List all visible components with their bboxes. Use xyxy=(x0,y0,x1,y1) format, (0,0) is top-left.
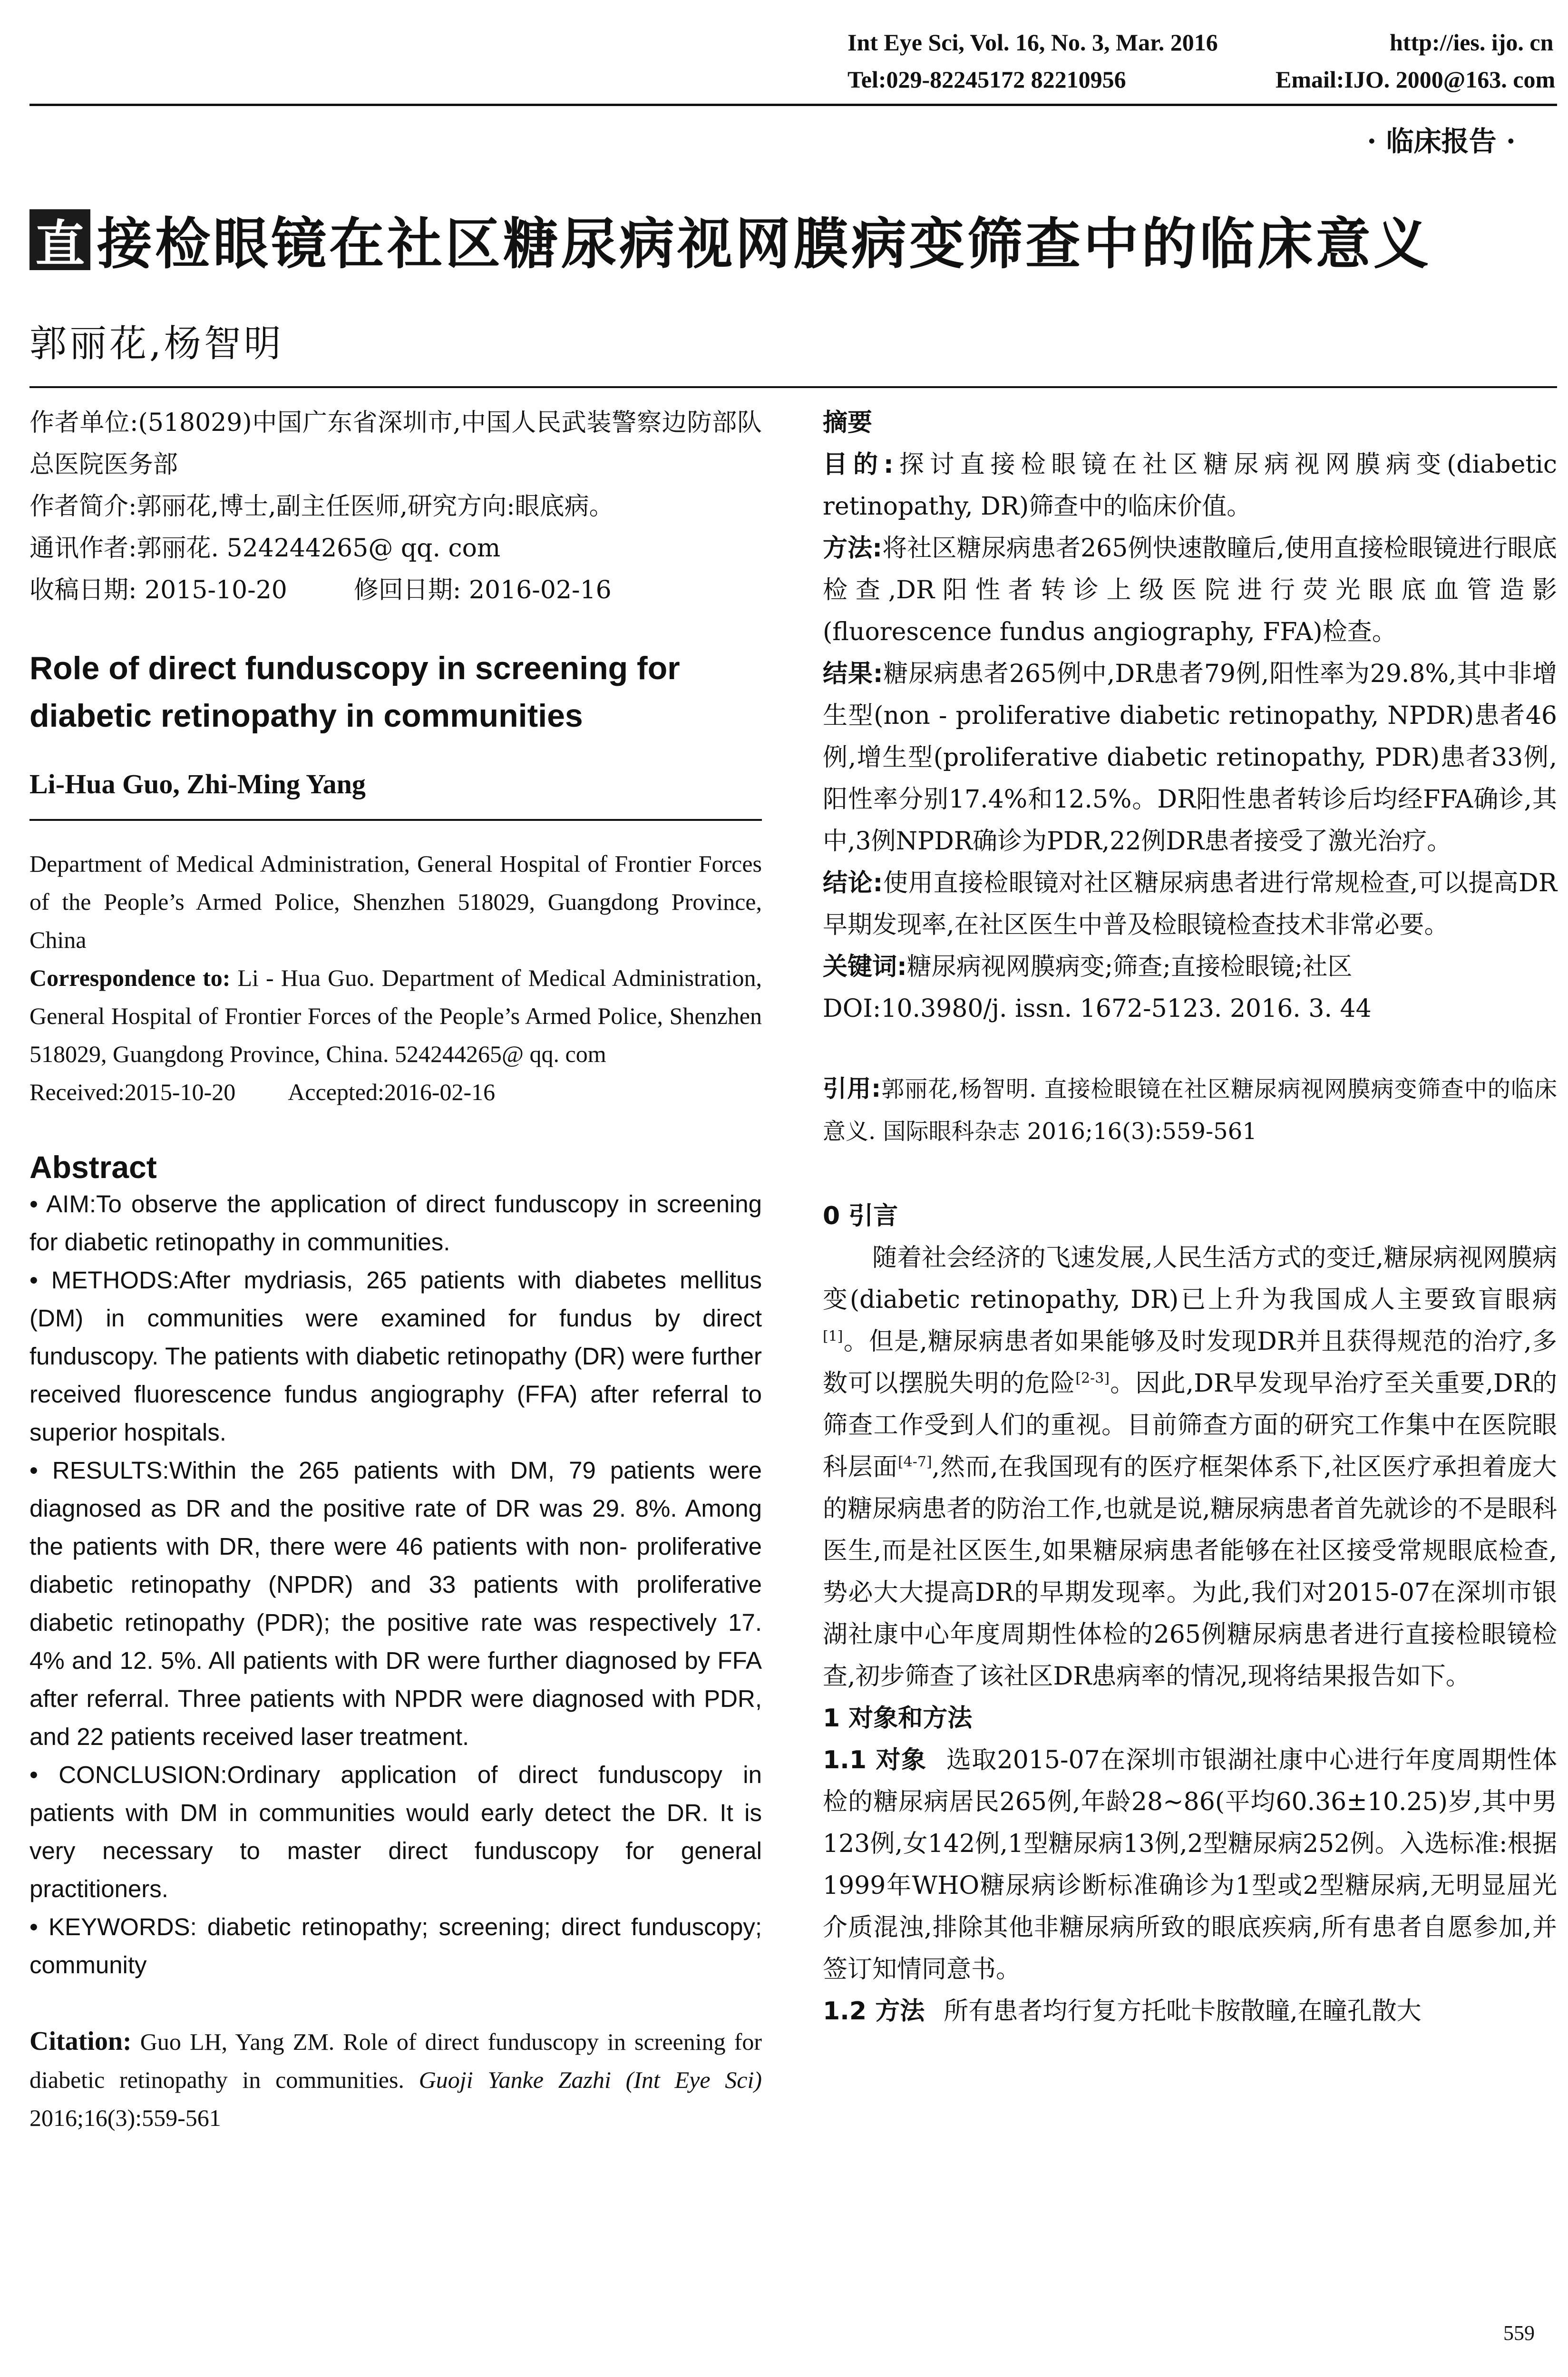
revised-date-cn: 修回日期: 2016-02-16 xyxy=(353,576,612,604)
journal-tel: Tel:029-82245172 82210956 xyxy=(847,66,1126,93)
intro-text-1: 随着社会经济的飞速发展,人民生活方式的变迁,糖尿病视网膜病变(diabetic retinopathy, DR)已上升为我国成人主要致盲眼病 xyxy=(823,1244,1557,1314)
journal-header xyxy=(29,28,1557,106)
cn-citation xyxy=(823,1068,1557,1152)
results-label: • RESULTS: xyxy=(29,1457,169,1484)
correspondence-label: Correspondence to: xyxy=(29,964,231,991)
section-1-1 xyxy=(823,1739,1557,1990)
intro-body xyxy=(823,1237,1557,1697)
title-text: 接检眼镜在社区糖尿病视网膜病变筛查中的临床意义 xyxy=(97,212,1432,276)
abstract-conclusion xyxy=(29,1756,762,1908)
cn-abstract xyxy=(823,444,1557,1030)
author-intro: 作者简介:郭丽花,博士,副主任医师,研究方向:眼底病。 xyxy=(29,492,614,521)
cn-conclusion xyxy=(823,862,1557,946)
aim-text: To observe the application of direct funduscopy in screening for diabetic retinopathy in communities. xyxy=(29,1190,762,1256)
methods-heading: 1 对象和方法 xyxy=(823,1704,973,1733)
cn-results xyxy=(823,653,1557,862)
section-1-2 xyxy=(823,1990,1557,2032)
author-info-cn xyxy=(29,402,762,611)
cn-results-label: 结果: xyxy=(823,660,883,688)
cn-doi[interactable]: DOI:10.3980/j. issn. 1672-5123. 2016. 3. 44 xyxy=(823,994,1372,1023)
cn-methods xyxy=(823,527,1557,653)
methods-text: After mydriasis, 265 patients with diabetes mellitus (DM) in communities were examined for fundus by direct funduscopy. The patients with diabetic retinopathy (DR) were further received fluorescence fundus angiography (FFA) after referral to superior hospitals. xyxy=(29,1266,762,1446)
english-correspondence xyxy=(29,959,762,1073)
abstract-results xyxy=(29,1452,762,1756)
cn-aim-label: 目的: xyxy=(823,450,894,479)
english-citation xyxy=(29,2022,762,2137)
english-authors: Li-Hua Guo, Zhi-Ming Yang xyxy=(29,769,366,799)
citation-tail: 2016;16(3):559-561 xyxy=(29,2104,221,2131)
cn-results-text: 糖尿病患者265例中,DR患者79例,阳性率为29.8%,其中非增生型(non - proliferative diabetic retinopathy, NPDR)患者46例,增生型(proliferative diabetic retinopathy, PDR)患者33例,阳性率分别17.4%和12.5%。DR阳性患者转诊后均经FFA确诊,其中,3例NPDR确诊为PDR,22例DR患者接受了激光治疗。 xyxy=(823,660,1558,856)
english-department: Department of Medical Administration, General Hospital of Frontier Forces of the People’s Armed Police, Shenzhen 518029, Guangdong Province, China xyxy=(29,850,762,953)
section-label: · 临床报告 · xyxy=(1367,125,1516,157)
journal-url[interactable]: http://ies. ijo. cn xyxy=(1390,29,1554,56)
english-affiliation xyxy=(29,845,762,1111)
conclusion-text: Ordinary application of direct funduscopy in patients with DM in communities would early detect the DR. It is very necessary to master direct funduscopy for general practitioners. xyxy=(29,1761,762,1902)
english-title: Role of direct funduscopy in screening for diabetic retinopathy in communities xyxy=(29,650,680,734)
accepted-date-en: Accepted:2016-02-16 xyxy=(288,1079,496,1105)
cn-keywords-text: 糖尿病视网膜病变;筛查;直接检眼镜;社区 xyxy=(906,953,1353,981)
citation-label: Citation: xyxy=(29,2026,132,2056)
left-column xyxy=(29,402,762,2137)
intro-text-3: 。因此,DR早发现早治疗至关重要,DR的筛查工作受到人们的重视。目前筛查方面的研究工作集中在医院眼科层面 xyxy=(823,1369,1557,1481)
cn-methods-text: 将社区糖尿病患者265例快速散瞳后,使用直接检眼镜进行眼底检查,DR阳性者转诊上级医院进行荧光眼底血管造影(fluorescence fundus angiography, FFA)检查。 xyxy=(823,534,1557,646)
cn-aim xyxy=(823,444,1557,527)
right-column xyxy=(823,402,1557,2032)
citation-journal: Guoji Yanke Zazhi (Int Eye Sci) xyxy=(419,2066,762,2093)
methods-label: • METHODS: xyxy=(29,1266,179,1294)
intro-paragraph xyxy=(823,1237,1557,1697)
corresponding-author: 通讯作者:郭丽花. 524244265@ qq. com xyxy=(29,534,501,563)
section-1-1-label: 1.1 对象 xyxy=(823,1746,927,1774)
methods-body xyxy=(823,1739,1557,2032)
conclusion-label: • CONCLUSION: xyxy=(29,1761,227,1788)
journal-volume-line: Int Eye Sci, Vol. 16, No. 3, Mar. 2016 xyxy=(847,29,1218,56)
ref-2-3[interactable]: [2-3] xyxy=(1075,1370,1110,1387)
title-initial-char-block: 直 xyxy=(29,209,90,270)
author-unit: 作者单位:(518029)中国广东省深圳市,中国人民武装警察边防部队总医院医务部 xyxy=(29,409,762,479)
cn-citation-text: 郭丽花,杨智明. 直接检眼镜在社区糖尿病视网膜病变筛查中的临床意义. 国际眼科杂志 2016;16(3):559-561 xyxy=(823,1076,1557,1145)
intro-text-2: 。但是,糖尿病患者如果能够及时发现DR并且获得规范的治疗,多数可以摆脱失明的危险 xyxy=(823,1327,1557,1398)
intro-text-4: ,然而,在我国现有的医疗框架体系下,社区医疗承担着庞大的糖尿病患者的防治工作,也就是说,糖尿病患者首先就诊的不是眼科医生,而是社区医生,如果糖尿病患者能够在社区接受常规眼底检查,势必大大提高DR的早期发现率。为此,我们对2015-07在深圳市银湖社康中心年度周期性体检的265例糖尿病患者进行直接检眼镜检查,初步筛查了该社区DR患病率的情况,现将结果报告如下。 xyxy=(823,1453,1557,1691)
cn-conclusion-text: 使用直接检眼镜对社区糖尿病患者进行常规检查,可以提高DR早期发现率,在社区医生中普及检眼镜检查技术非常必要。 xyxy=(823,869,1558,939)
received-date-cn: 收稿日期: 2015-10-20 xyxy=(29,576,287,604)
received-date-en: Received:2015-10-20 xyxy=(29,1079,236,1105)
cn-citation-label: 引用: xyxy=(823,1075,881,1102)
cn-abstract-heading: 摘要 xyxy=(823,409,873,437)
ref-1[interactable]: [1] xyxy=(823,1328,843,1345)
authors-cn: 郭丽花,杨智明 xyxy=(29,322,284,365)
english-abstract xyxy=(29,1185,762,1984)
cn-aim-text: 探讨直接检眼镜在社区糖尿病视网膜病变(diabetic retinopathy, DR)筛查中的临床价值。 xyxy=(823,450,1558,521)
intro-heading: 0 引言 xyxy=(823,1202,898,1230)
english-dates xyxy=(29,1073,762,1111)
section-1-1-text: 选取2015-07在深圳市银湖社康中心进行年度周期性体检的糖尿病居民265例,年龄28~86(平均60.36±10.25)岁,其中男123例,女142例,1型糖尿病13例,2型糖尿病252例。入选标准:根据1999年WHO糖尿病诊断标准确诊为1型或2型糖尿病,无明显屈光介质混浊,排除其他非糖尿病所致的眼底疾病,所有患者自愿参加,并签订知情同意书。 xyxy=(823,1746,1557,1984)
cn-methods-label: 方法: xyxy=(823,534,883,563)
ref-4-7[interactable]: [4-7] xyxy=(897,1453,932,1471)
title-divider xyxy=(29,386,1557,388)
page-number: 559 xyxy=(1503,2321,1535,2345)
article-title xyxy=(29,200,1432,279)
section-1-2-text: 所有患者均行复方托吡卡胺散瞳,在瞳孔散大 xyxy=(944,1997,1422,2026)
results-text: Within the 265 patients with DM, 79 patients were diagnosed as DR and the positive rate of DR was 29. 8%. Among the patients with DR, there were 46 patients with non- proliferative diabetic retinopathy (NPDR) and 33 patients with proliferative diabetic retinopathy (PDR); the positive rate was respectively 17. 4% and 12. 5%. All patients with DR were further diagnosed by FFA after referral. Three patients with NPDR were diagnosed with PDR, and 22 patients received laser treatment. xyxy=(29,1457,762,1750)
correspondence-text: Li - Hua Guo. Department of Medical Administration, General Hospital of Frontier Forces of the People’s Armed Police, Shenzhen 518029, Guangdong Province, China. 524244265@ qq. com xyxy=(29,964,762,1067)
abstract-keywords xyxy=(29,1908,762,1984)
dates-cn xyxy=(29,569,762,611)
keywords-label: • KEYWORDS: xyxy=(29,1913,197,1940)
section-1-2-label: 1.2 方法 xyxy=(823,1997,925,2026)
cn-conclusion-label: 结论: xyxy=(823,869,883,897)
aim-label: • AIM: xyxy=(29,1190,97,1218)
cn-keywords xyxy=(823,946,1557,988)
cn-keywords-label: 关键词: xyxy=(823,953,907,981)
keywords-text: diabetic retinopathy; screening; direct funduscopy; community xyxy=(29,1913,762,1978)
abstract-aim xyxy=(29,1185,762,1261)
abstract-methods xyxy=(29,1261,762,1452)
journal-email[interactable]: Email:IJO. 2000@163. com xyxy=(1276,66,1556,93)
abstract-heading: Abstract xyxy=(29,1150,157,1185)
citation-text: Guo LH, Yang ZM. Role of direct funduscopy in screening for diabetic retinopathy in communities. xyxy=(29,2028,762,2093)
